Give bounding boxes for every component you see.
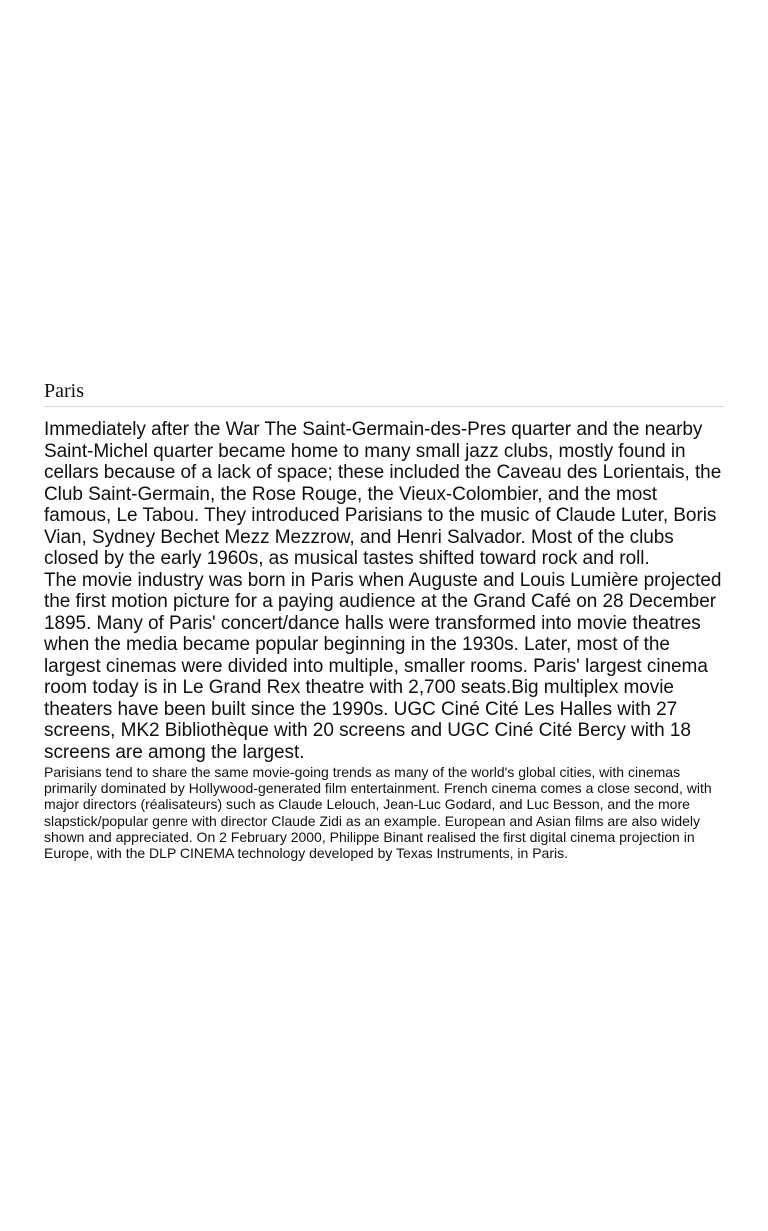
paragraph-movie-trends: Parisians tend to share the same movie-going trends as many of the world's global cities, with cinemas primarily dominated by Hollywood-generated film entertainment. French cinema comes a close second, with major directors (réalisateurs) such as Claude Lelouch, Jean-Luc Godard, and Luc Besson, and the more slapstick/popular genre with director Claude Zidi as an example. European and Asian films are also widely shown and appreciated. On 2 February 2000, Philippe Binant realised the first digital cinema projection in Europe, with the DLP CINEMA technology developed by Texas Instruments, in Paris. (44, 764, 712, 862)
article (44, 378, 724, 861)
paragraph-jazz-clubs: Immediately after the War The Saint-Germain-des-Pres quarter and the nearby Saint-Michel quarter became home to many small jazz clubs, mostly found in cellars because of a lack of space; these included the Caveau des Lorientais, the Club Saint-Germain, the Rose Rouge, the Vieux-Colombier, and the most famous, Le Tabou. They introduced Parisians to the music of Claude Luter, Boris Vian, Sydney Bechet Mezz Mezzrow, and Henri Salvador. Most of the clubs closed by the early 1960s, as musical tastes shifted toward rock and roll. (44, 419, 722, 569)
page-title: Paris (44, 378, 724, 407)
paragraph-movie-industry: The movie industry was born in Paris when Auguste and Louis Lumière projected the first motion picture for a paying audience at the Grand Café on 28 December 1895. Many of Paris' concert/dance halls were transformed into movie theatres when the media became popular beginning in the 1930s. Later, most of the largest cinemas were divided into multiple, smaller rooms. Paris' largest cinema room today is in Le Grand Rex theatre with 2,700 seats.Big multiplex movie theaters have been built since the 1990s. UGC Ciné Cité Les Halles with 27 screens, MK2 Bibliothèque with 20 screens and UGC Ciné Cité Bercy with 18 screens are among the largest. (44, 569, 722, 763)
